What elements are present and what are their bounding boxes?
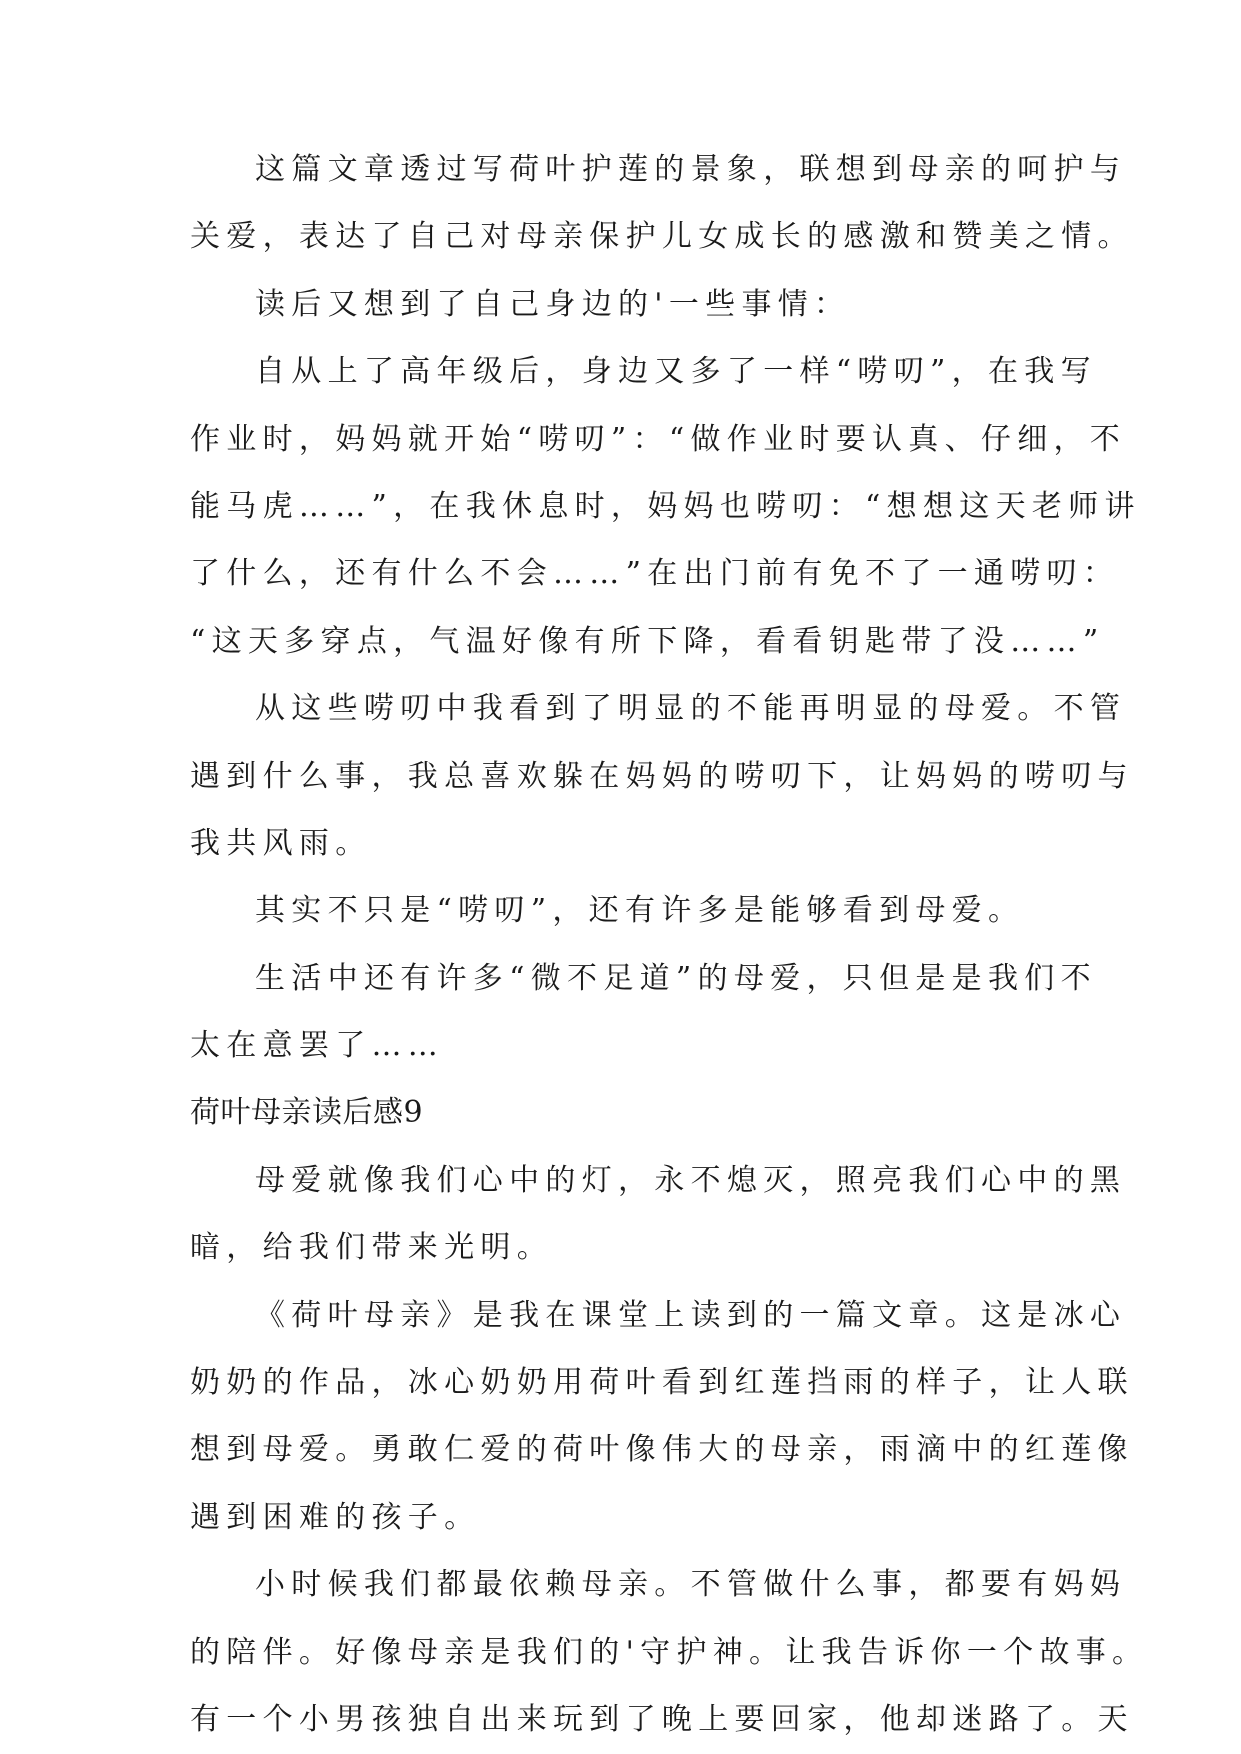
paragraph-line: “这天多穿点，气温好像有所下降，看看钥匙带了没……” bbox=[190, 624, 1105, 659]
paragraph-line: 关爱，表达了自己对母亲保护儿女成长的感激和赞美之情。 bbox=[190, 219, 1134, 254]
paragraph-line: 想到母爱。勇敢仁爱的荷叶像伟大的母亲，雨滴中的红莲像 bbox=[190, 1432, 1134, 1467]
paragraph-line: 暗，给我们带来光明。 bbox=[190, 1230, 553, 1265]
paragraph-line: 有一个小男孩独自出来玩到了晚上要回家，他却迷路了。天 bbox=[190, 1702, 1134, 1737]
paragraph-line: 的陪伴。好像母亲是我们的'守护神。让我告诉你一个故事。 bbox=[190, 1635, 1149, 1670]
section-heading: 荷叶母亲读后感9 bbox=[190, 1095, 424, 1130]
paragraph-line: 能马虎……”，在我休息时，妈妈也唠叨：“想想这天老师讲 bbox=[190, 489, 1141, 524]
paragraph-line: 生活中还有许多“微不足道”的母爱，只但是是我们不 bbox=[255, 961, 1097, 996]
paragraph-line: 太在意罢了…… bbox=[190, 1028, 445, 1063]
paragraph-line: 奶奶的作品，冰心奶奶用荷叶看到红莲挡雨的样子，让人联 bbox=[190, 1365, 1134, 1400]
paragraph-line: 作业时，妈妈就开始“唠叨”：“做作业时要认真、仔细，不 bbox=[190, 422, 1127, 457]
paragraph-line: 遇到什么事，我总喜欢躲在妈妈的唠叨下，让妈妈的唠叨与 bbox=[190, 759, 1134, 794]
paragraph-line: 了什么，还有什么不会……”在出门前有免不了一通唠叨： bbox=[190, 556, 1120, 591]
paragraph-line: 母爱就像我们心中的灯，永不熄灭，照亮我们心中的黑 bbox=[255, 1163, 1127, 1198]
paragraph-line: 自从上了高年级后，身边又多了一样“唠叨”，在我写 bbox=[255, 354, 1097, 389]
paragraph-line: 其实不只是“唠叨”，还有许多是能够看到母爱。 bbox=[255, 893, 1025, 928]
paragraph-line: 小时候我们都最依赖母亲。不管做什么事，都要有妈妈 bbox=[255, 1567, 1127, 1602]
paragraph-line: 从这些唠叨中我看到了明显的不能再明显的母爱。不管 bbox=[255, 691, 1127, 726]
paragraph-line: 我共风雨。 bbox=[190, 826, 372, 861]
paragraph-line: 这篇文章透过写荷叶护莲的景象，联想到母亲的呵护与 bbox=[255, 152, 1127, 187]
paragraph-line: 《荷叶母亲》是我在课堂上读到的一篇文章。这是冰心 bbox=[255, 1298, 1127, 1333]
paragraph-line: 读后又想到了自己身边的'一些事情： bbox=[255, 287, 851, 322]
paragraph-line: 遇到困难的孩子。 bbox=[190, 1500, 481, 1535]
